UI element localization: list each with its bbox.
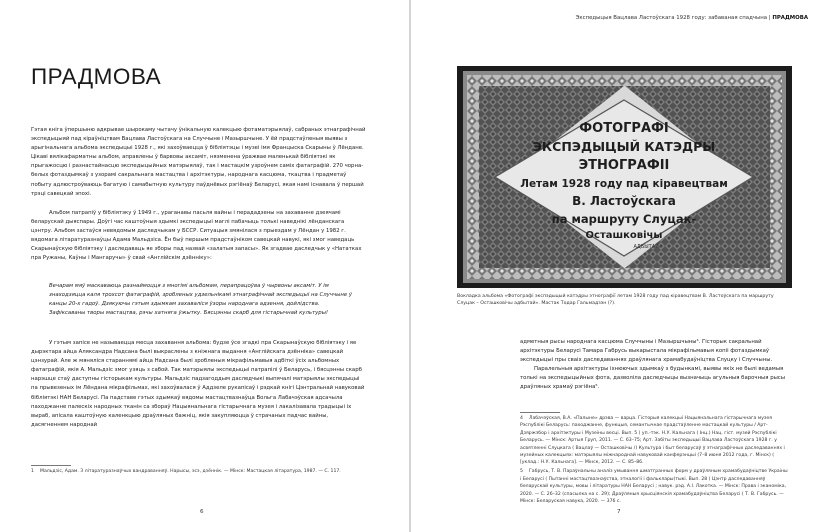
photo-line-5: В. Ластоўскага <box>572 194 676 208</box>
photo-line-6: па маршруту Слуцак- <box>551 212 697 226</box>
footnote-5-text: Габрусь, Т. В. Параўнальны аналіз умывання шматгранных форм у драўляным храмабудаўніцтве Украіны і Беларусі ( Пытанні мастацтвазнаўства, этналогіі і фальклары(тыкі. Вып. 28 ( Цэнтр даследаванняў беларускай культуры, мовы і літаратуры НАН Беларусі ; навук. рэд. А.І. Лакотка. — Мінск: Права і эканоміка, 2020. — С. 26–32 (спасылка на с. 29); Драўляныя хрысціянскія храмабудаўніцтва Беларусі ( Т. В. Габрусь. — Мінск: Беларуская навука, 2020. — 376 с. <box>520 469 788 504</box>
paragraph-3: У гэтым запісе не называецца месца захавання альбома: будзе ўсе згадкі пра Скарынаўскую бібліятэку і яе дырэктара айца Аляксандра Надсана былі выкраслены з кніжнага выдання «Англійскага дзённіка» савецкай цэнзурай. Але ж мяняліся стараннямі айца Надсана былі зробленыя мікрафільмавыя адбіткі ўсіх альбомных фатаграфій, якія А. Мальдзіс змог узяць з сабой. Так матэрыялы экспедыцыі патрапілі ў Беларусь, і бясцэнны скарб нарэшце стаў даступны гісторыкам культуры. Мальдзіс падзагоддым даследчыкі выпячалі матэрыялы экспедыцыі па прывезеных ім Лёндана мікрафільмах, які захоўвалася ў Аддзеле рукапісаў і рэдкай кнігі Цэнтральнай навуковай бібліятэкі НАН Беларусі. Па падставе гэтых здымкаў вядомы мастацтвазнаўца Вольга Лабачэўская адсачыла паходжанне палескіх народных тканін са збораў Нацыянальнага гістарычнага музея і лакалізавала традыцыі іх выраб, апісала каштоўную каленкцыю драўляных бажніц, якія закупляюцца ў страчаных падчас вайны, дасягненнем народнай <box>31 340 365 428</box>
photo-line-1: ФОТОГРАФІ <box>579 121 669 136</box>
photo-line-3: ЭТНОГРАФІІ <box>578 158 670 173</box>
footnote-rule-right <box>520 412 560 413</box>
running-head-section: ПРАДМОВА <box>772 15 808 21</box>
album-cover-image <box>457 66 792 288</box>
footnote-4-text: Лабачэўская, В.А. «Палыне» дрэва — варца. Гісторыя калекцыі Нацыянальнага гістарычнага музея Рэспублікі Беларусь: паходжанне, функцыя, семантычнае прадстаўленне мастацкай культуры / Арт-Дзяржзбор і архітэктуры і Музеіны весці. Вып. 5 ( уп.-тэк. Н.У. Кальнага ( Інц.) Нац. гіст. музей Рэспублікі Беларусь. — Мінск: Артыя Груп, 2011. — С. 63–75; Арт. Забіты экспедыцыі Вацлава Ластоўскага 1928 г. у асвятленні Слуцкага ( Вацлаў — Осташковічы /) Культура і быт беларусаў ў этнаграфічных даследаваннях і музейных калекцыях: матэрыялы міжнароднай навуковай канферэнцыі (7–8 июня 2012 года, г. Мінск) ( [уклад.: Н.У. Кальнага]. — Мінск, 2012. — С. 85–86. <box>520 416 785 466</box>
album-cover-photo <box>457 66 792 288</box>
footnote-rule <box>31 465 71 466</box>
left-page <box>0 0 409 532</box>
right-page <box>411 0 820 532</box>
photo-caption: Вокладка альбома «Фотографі экспэдыцый катэдры этнографії летам 1928 году пад кіравецтвам В. Ластоўскага па маршруту Слуцак – Осташковічы адбытай». Мастак Тодар Гальмадзэн (?). <box>457 294 774 307</box>
running-head-text: Экспедыцыя Вацлава Ластоўскага 1928 году: забаваная спадчына | <box>575 15 773 21</box>
footnote-left <box>31 468 366 477</box>
quote-text: Вечарам мяў маскаваюць разнаймоцця з многімі альбомам, перапрацоўва ў чырвоны аксаміт. У ім знаходзяцца каля трохсот фатаграфій, зробленых удзельнікамі этнаграфічнай экспедыцыі на Случчыне ў канцы 20-х гадоў. Дзякуючы гэтым здымкам захаваліся ўзоры народнага адзення, дойлідства. Зафіксаваны творы мастацтва, рэчы хатняга ўжытку. Бясцэнны скарб для гістарычнай культуры! <box>49 283 353 317</box>
photo-line-4: Летам 1928 году пад кіравецтвам <box>520 178 728 190</box>
footnote-4 <box>520 415 790 467</box>
right-body-text <box>520 338 795 393</box>
footnote-text: Мальдзіс, Адам. З літаратуразнаўчых вандраванняў. Нарысы, эсэ, дзённік. — Мінск: Мастацкая літаратура, 1987. — С. 117. <box>40 469 341 474</box>
page-title: ПРАДМОВА <box>31 64 162 89</box>
page-number-left: 6 <box>200 509 204 515</box>
album-paragraph <box>31 209 366 264</box>
photo-line-8: АДБЫТАЙ. <box>633 244 661 250</box>
footnote-5 <box>520 468 790 505</box>
footnote-number: 1 <box>31 469 34 474</box>
footnotes-right <box>520 415 790 507</box>
paragraph-1: Гэтая кніга ўпершыню адкрывае шырокаму чытачу ўнікальную калекцыю фотаматэрыялаў, сабраных этнаграфічнай экспедыцыяй пад кіраўніцтвам Вацлава Ластоўскага на Случчыне і Мазыршчыне. У ёй прадстаўленыя выявы з арыгінальнага альбома экспедыцыі 1928 г., які захоўваецца ў бібліятэцы і музеі імя Францыска Скарыны ў Лёндане. Цікаві вялікафарматны альбом, аправлены ў барвовы аксаміт, нязменена ўражвае маленькай бібліятэкі як прыгажосцю і разнастайнасцю экспедыцыйных матэрыялаў, так і мастацкім узроўнем саміх фатаграфій. 270 чорна-белых фотаздымкаў з узорамі сакральнага мастацтва і архітэктуры, народнага касцюма, ткацтва і прадметаў побыту адлюстроўваюць багатую і самабытную культуру паўднёвых рэгіёнаў Беларусі, якая намі існавала ў першай трэці савецкай эпохі. <box>31 127 366 197</box>
running-head <box>576 15 808 21</box>
paragraph-2: Альбом патрапіў у бібліятэку ў 1949 г., ураганавы пасьля вайны і перададзены на захаванне дзеячамі беларускай дыяспары. Доўгі час каштоўныя здымкі экспедыцыі маглі пабачыць толькі наведнікі лёнданскага цэнтру. Альбом застаўся невядомым даследчыкам у БССР. Ситуацыя змянілася з прыездам у Лёндан у 1982 г. вядомага літаратуразнаўцы Адама Мальдзіса. Ён быў першым прадстаўніком савецкай навукі, які змог наведаць Скарынаўскую бібліятэку і даследаваць яе зборы пад назвай «залатыя запасы». Як згадвае даследчык у «Нататках пра Ружаны, Каўны і Мангаручы» ў свай «Англійскім дзённіку»: <box>31 210 362 262</box>
footnote-5-number: 5 <box>520 469 523 475</box>
footnote-4-number: 4 <box>520 416 523 421</box>
intro-paragraph <box>31 126 366 199</box>
page-number-right: 7 <box>617 509 621 515</box>
right-paragraph-2: Паралельныя архітэктуры іхнюючых здымкаў з будынкамі, выявы якіх не былі ведамыя толькі на экспедыцыйных фота, дазволіла даследчыцы вызначыць агульныя барочныя рысы драўляных храмаў рэгіёна⁵. <box>520 366 785 391</box>
microfilm-paragraph <box>31 339 366 430</box>
diary-quote <box>49 282 354 318</box>
photo-line-2: ЭКСПЭДЫЦЫЙ КАТЭДРЫ <box>532 139 716 154</box>
photo-line-7: Осташковічы <box>585 230 663 241</box>
right-paragraph-1: адметныя рысы народнага касцюма Случчыны і Мазыршчыны⁴. Гісторык сакральнай архітэктуры Беларусі Тамара Габрусь выкарыстала мікрафільмавыя копіі фотаздымкаў экспедыцыі пры сваіх даследаваннях драўлянага храмабудаўніцтва Слуцку і Случчыны. <box>520 339 773 364</box>
